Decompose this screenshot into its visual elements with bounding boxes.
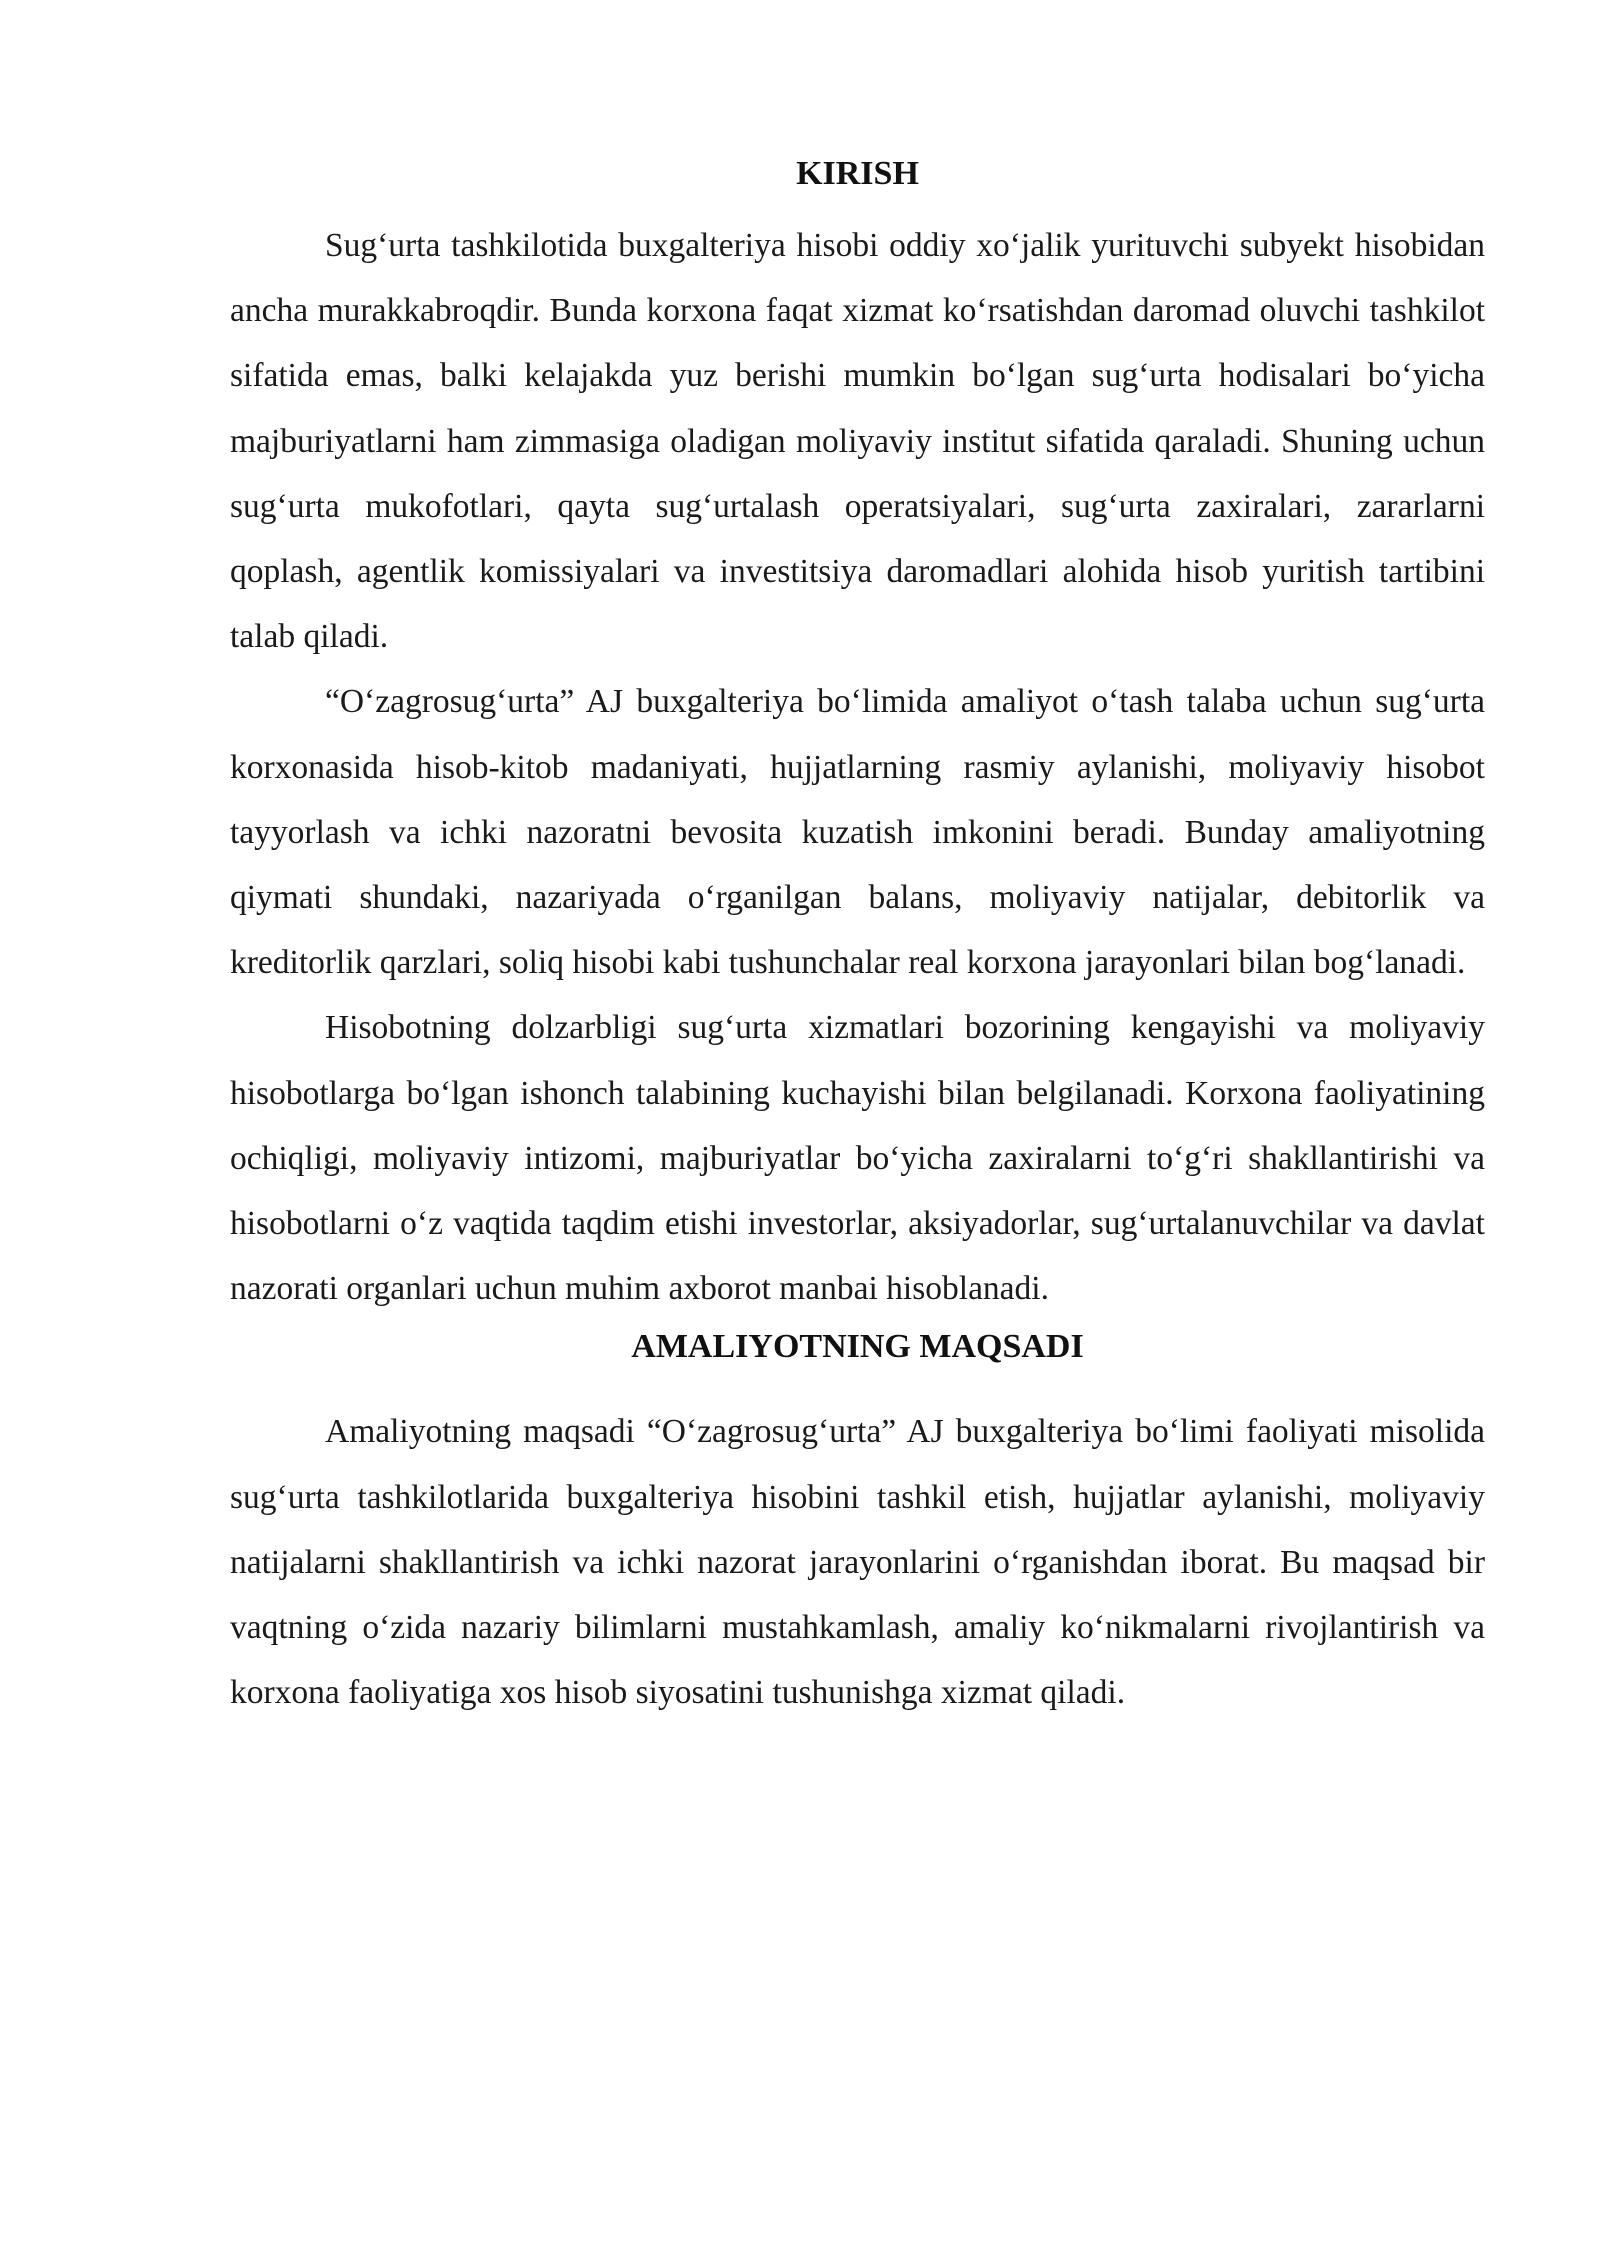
section-heading-kirish: KIRISH — [796, 155, 919, 192]
section-heading-amaliyot-maqsadi: AMALIYOTNING MAQSADI — [631, 1328, 1084, 1366]
paragraph-kirish-2: “O‘zagrosug‘urta” AJ buxgalteriya bo‘limida amaliyot o‘tash talaba uchun sug‘urta korxonasida hisob-kitob madaniyati, hujjatlarning rasmiy aylanishi, moliyaviy hisobot tayyorlash va ichki nazoratni bevosita kuzatish imkonini beradi. Bunday amaliyotning qiymati shundaki, nazariyada o‘rganilgan balans, moliyaviy natijalar, debitorlik va kreditorlik qarzlari, soliq hisobi kabi tushunchalar real korxona jarayonlari bilan bog‘lanadi. — [230, 683, 1485, 982]
document-body — [230, 148, 1485, 1725]
paragraph-kirish-1: Sug‘urta tashkilotida buxgalteriya hisobi oddiy xo‘jalik yurituvchi subyekt hisobidan ancha murakkabroqdir. Bunda korxona faqat xizmat ko‘rsatishdan daromad oluvchi tashkilot sifatida emas, balki kelajakda yuz berishi mumkin bo‘lgan sug‘urta hodisalari bo‘yicha majburiyatlarni ham zimmasiga oladigan moliyaviy institut sifatida qaraladi. Shuning uchun sug‘urta mukofotlari, qayta sug‘urtalash operatsiyalari, sug‘urta zaxiralari, zararlarni qoplash, agentlik komissiyalari va investitsiya daromadlari alohida hisob yuritish tartibini talab qiladi. — [230, 227, 1485, 656]
paragraph-kirish-3: Hisobotning dolzarbligi sug‘urta xizmatlari bozorining kengayishi va moliyaviy hisobotlarga bo‘lgan ishonch talabining kuchayishi bilan belgilanadi. Korxona faoliyatining ochiqligi, moliyaviy intizomi, majburiyatlar bo‘yicha zaxiralarni to‘g‘ri shakllantirishi va hisobotlarni o‘z vaqtida taqdim etishi investorlar, aksiyadorlar, sug‘urtalanuvchilar va davlat nazorati organlari uchun muhim axborot manbai hisoblanadi. — [230, 1009, 1485, 1308]
paragraph-maqsad-1: Amaliyotning maqsadi “O‘zagrosug‘urta” AJ buxgalteriya bo‘limi faoliyati misolida sug‘urta tashkilotlarida buxgalteriya hisobini tashkil etish, hujjatlar aylanishi, moliyaviy natijalarni shakllantirish va ichki nazorat jarayonlarini o‘rganishdan iborat. Bu maqsad bir vaqtning o‘zida nazariy bilimlarni mustahkamlash, amaliy ko‘nikmalarni rivojlantirish va korxona faoliyatiga xos hisob siyosatini tushunishga xizmat qiladi. — [230, 1413, 1485, 1712]
